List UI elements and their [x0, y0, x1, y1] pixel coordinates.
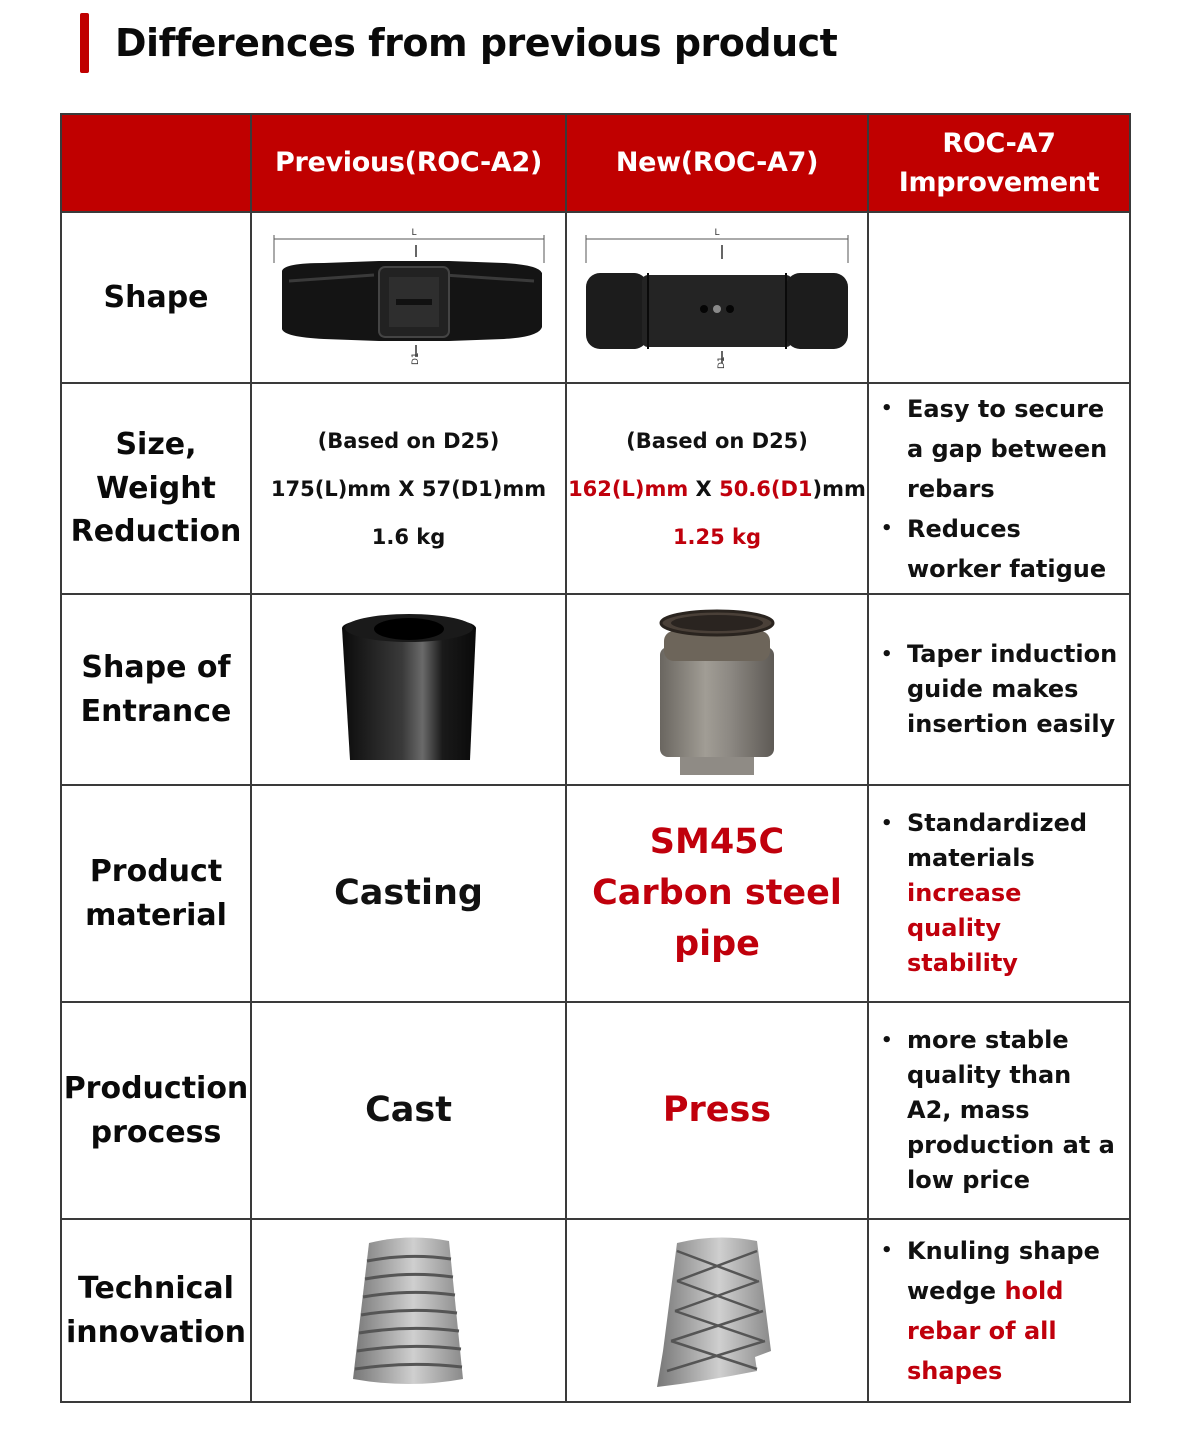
- cell-material-previous: Casting: [251, 785, 566, 1002]
- size-dimensions: [567, 465, 867, 513]
- table-row-innovation: [61, 1219, 1130, 1402]
- roc-a2-entrance-image: [324, 610, 494, 770]
- cell-innovation-improvement: [868, 1219, 1130, 1402]
- roc-a2-wedge-image: [339, 1231, 479, 1391]
- svg-text:D1: D1: [717, 355, 727, 369]
- cell-innovation-previous: [251, 1219, 566, 1402]
- improvement-highlight: increase quality stability: [907, 879, 1022, 977]
- cell-process-new: Press: [566, 1002, 868, 1219]
- cell-process-improvement: [868, 1002, 1130, 1219]
- cell-innovation-new: [566, 1219, 868, 1402]
- page-title: Differences from previous product: [115, 21, 838, 65]
- table-row-process: [61, 1002, 1130, 1219]
- label-line: innovation: [66, 1314, 246, 1350]
- material-line: SM45C: [649, 822, 785, 863]
- label-line: Size,: [115, 427, 197, 463]
- improvement-item: • Reduces worker fatigue: [881, 509, 1119, 589]
- cell-material-improvement: [868, 785, 1130, 1002]
- size-diameter: 50.6(D1: [719, 476, 813, 501]
- label-line: material: [85, 897, 227, 933]
- header-previous: Previous(ROC-A2): [251, 114, 566, 212]
- header-improvement-line2: Improvement: [898, 167, 1100, 198]
- material-line: pipe: [674, 923, 760, 964]
- size-weight: 1.6 kg: [371, 524, 446, 549]
- row-label-size-weight: [61, 383, 251, 594]
- table-row-shape: [61, 212, 1130, 383]
- header-empty: [61, 114, 251, 212]
- row-label-material: [61, 785, 251, 1002]
- improvement-text: Standardized materials: [907, 809, 1088, 872]
- roc-a2-coupler-image: [264, 223, 554, 373]
- cell-entrance-previous: [251, 594, 566, 785]
- svg-text:L: L: [714, 227, 720, 238]
- improvement-item: • Taper induction guide makes insertion easily: [881, 637, 1119, 742]
- improvement-item: • more stable quality than A2, mass production at a low price: [881, 1023, 1119, 1198]
- row-label-innovation: [61, 1219, 251, 1402]
- table-row-material: [61, 785, 1130, 1002]
- improvement-item: • Easy to secure a gap between rebars: [881, 389, 1119, 509]
- table-header-row: [61, 114, 1130, 212]
- label-line: Technical: [78, 1271, 234, 1306]
- svg-text:L: L: [410, 227, 417, 238]
- improvement-text: Knuling shape wedge: [907, 1236, 1109, 1305]
- cell-size-improvement: [868, 383, 1130, 594]
- improvement-list: [881, 806, 1119, 981]
- table-row-entrance: [61, 594, 1130, 785]
- cell-size-new: [566, 383, 868, 594]
- cell-entrance-new: [566, 594, 868, 785]
- cell-entrance-improvement: [868, 594, 1130, 785]
- roc-a7-coupler-image: [572, 223, 862, 373]
- label-line: Product: [89, 854, 223, 889]
- label-line: Weight: [96, 470, 216, 506]
- size-basis: (Based on D25): [317, 428, 500, 453]
- cell-size-previous: [251, 383, 566, 594]
- roc-a7-entrance-image: [642, 605, 792, 775]
- size-dimensions: 175(L)mm X 57(D1)mm: [270, 476, 547, 501]
- label-line: Entrance: [80, 693, 232, 729]
- improvement-item: [881, 1231, 1119, 1391]
- title-accent-bar: [80, 13, 89, 73]
- improvement-list: [881, 1231, 1119, 1391]
- roc-a7-wedge-image: [647, 1231, 787, 1391]
- row-label-entrance: [61, 594, 251, 785]
- table-row-size-weight: [61, 383, 1130, 594]
- label-line: Production: [63, 1071, 249, 1106]
- label-line: Shape of: [81, 650, 231, 685]
- label-line: Reduction: [70, 514, 242, 550]
- size-weight: 1.25 kg: [672, 524, 762, 549]
- improvement-list: [881, 637, 1119, 742]
- header-improvement-line1: ROC-A7: [942, 127, 1056, 159]
- row-label-process: [61, 1002, 251, 1219]
- cell-material-new: [566, 785, 868, 1002]
- improvement-item: [881, 806, 1119, 981]
- size-length: 162(L)mm: [568, 476, 689, 501]
- svg-text:D1: D1: [410, 351, 421, 365]
- size-diameter-suffix: )mm: [812, 476, 866, 501]
- size-basis: (Based on D25): [626, 428, 808, 453]
- improvement-list: [881, 1023, 1119, 1198]
- improvement-list: [881, 389, 1119, 589]
- cell-shape-new: [566, 212, 868, 383]
- improvement-highlight: hold rebar of all shapes: [907, 1276, 1064, 1385]
- row-label-shape: Shape: [61, 212, 251, 383]
- page-header: [80, 12, 837, 74]
- cell-shape-previous: [251, 212, 566, 383]
- size-times: X: [688, 476, 720, 501]
- material-line: Carbon steel: [592, 873, 842, 914]
- header-improvement: [868, 114, 1130, 212]
- header-new: New(ROC-A7): [566, 114, 868, 212]
- cell-process-previous: Cast: [251, 1002, 566, 1219]
- comparison-table: [60, 113, 1131, 1403]
- cell-shape-improvement: [868, 212, 1130, 383]
- label-line: process: [90, 1114, 222, 1150]
